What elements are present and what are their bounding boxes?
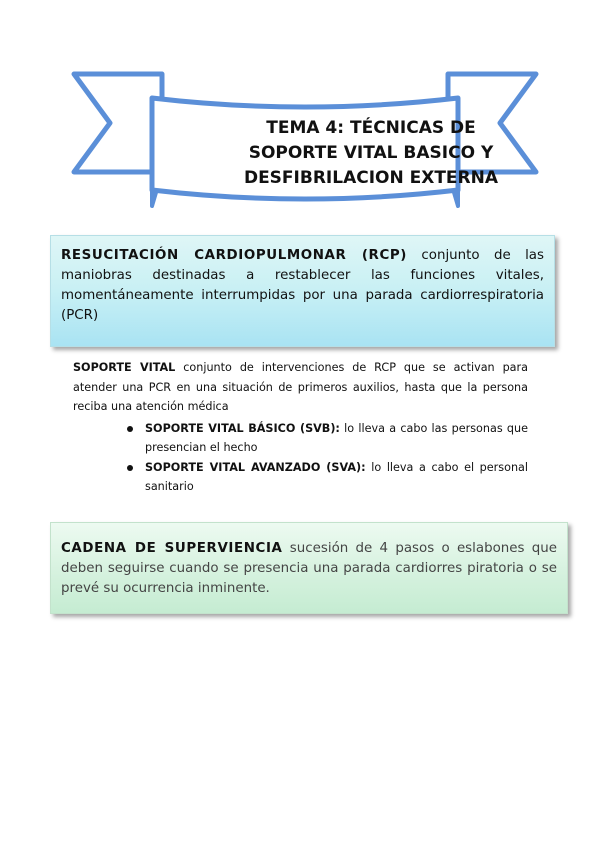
soporte-vital-section (73, 358, 528, 497)
soporte-vital-list (73, 419, 528, 497)
cadena-definition: sucesión de 4 pasos o eslabones que deben seguirse cuando se presencia una parada cardiorres piratoria o se prevé su ocurrencia inminente. (61, 541, 557, 596)
bullet-icon (127, 426, 133, 432)
page-title (220, 116, 522, 191)
soporte-vital-definition: conjunto de intervenciones de RCP que se activan para atender una PCR en una situación de primeros auxilios, hasta que la persona reciba una atención médica (73, 361, 528, 413)
title-line-1: TEMA 4: TÉCNICAS DE (266, 118, 476, 138)
rcp-term: RESUCITACIÓN CARDIOPULMONAR (RCP) (61, 248, 408, 263)
sva-term: SOPORTE VITAL AVANZADO (SVA): (145, 460, 366, 474)
cadena-definition-box (50, 522, 568, 614)
sva-text: lo lleva a cabo el personal sanitario (145, 460, 528, 493)
ribbon-left-tail (74, 74, 162, 172)
cadena-term: CADENA DE SUPERVIENCIA (61, 541, 283, 556)
list-item-svb (143, 419, 528, 458)
rcp-definition: conjunto de las maniobras destinadas a restablecer las funciones vitales, momentáneamente interrumpidas por una parada cardiorrespiratoria (PCR) (61, 248, 544, 323)
svb-text: lo lleva a cabo las personas que presencian el hecho (145, 421, 528, 454)
rcp-definition-box (50, 235, 555, 347)
svb-term: SOPORTE VITAL BÁSICO (SVB): (145, 421, 340, 435)
title-line-2: SOPORTE VITAL BASICO Y (248, 143, 494, 163)
bullet-icon (127, 465, 133, 471)
list-item-sva (143, 458, 528, 497)
soporte-vital-term: SOPORTE VITAL (73, 361, 176, 374)
title-banner (70, 68, 540, 210)
title-line-3: DESFIBRILACION EXTERNA (243, 168, 499, 188)
soporte-vital-paragraph (73, 358, 528, 417)
